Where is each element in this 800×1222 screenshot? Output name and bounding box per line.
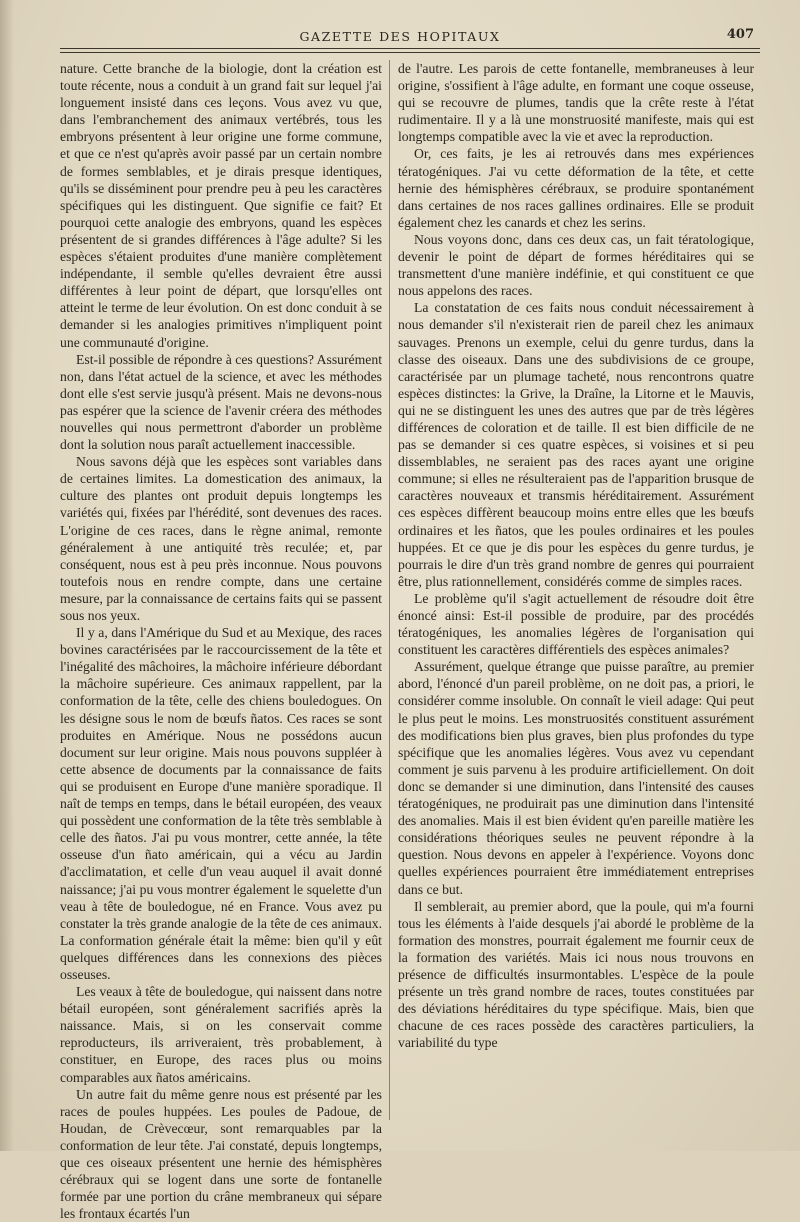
column-divider <box>389 60 390 1120</box>
text-column-right <box>398 60 754 1140</box>
binding-shadow <box>0 0 14 1151</box>
paragraph: Nous voyons donc, dans ces deux cas, un fait tératologique, devenir le point de départ de formes héréditaires qui se transmettent d'une manière indéfinie, et qui constituent ce que nous appelons des races. <box>398 231 754 299</box>
paragraph: Le problème qu'il s'agit actuellement de résoudre doit être énoncé ainsi: Est-il possible de produire, par des procédés tératogéniques, les anomalies légères de l'organisation qui constituent les caractères différentiels des espèces animales? <box>398 590 754 658</box>
paragraph: de l'autre. Les parois de cette fontanelle, membraneuses à leur origine, s'ossifient à l'âge adulte, en formant une coque osseuse, qui se recouvre de plumes, tandis que la crête reste à l'état rudimentaire. Il y a là une monstruosité manifeste, mais qui est longtemps compatible avec la vie et avec la reproduction. <box>398 61 754 145</box>
paragraph: Or, ces faits, je les ai retrouvés dans mes expériences tératogéniques. J'ai vu cette déformation de la tête, et cette hernie des hémisphères cérébraux, se produire spontanément dans certaines de nos races gallines ordinaires. Elle se produit également chez les canards et chez les serins. <box>398 146 754 230</box>
page-number: 407 <box>726 27 754 42</box>
paragraph: Les veaux à tête de bouledogue, qui naissent dans notre bétail européen, sont généralement sacrifiés après la naissance. Mais, si on les conservait comme reproducteurs, ils arriveraient, très probablement, à constituer, en Europe, des races plus ou moins comparables aux ñatos américains. <box>60 984 382 1085</box>
paragraph: Assurément, quelque étrange que puisse paraître, au premier abord, l'énoncé d'un pareil problème, on ne doit pas, a priori, le considérer comme insoluble. On connaît le vieil adage: Qui peut le plus peut le moins. Les monstruosités constituent assurément des modifications bien plus graves, bien plus profondes du type spécifique que les anomalies légères. Vous avez vu cependant comment je suis parvenu à les produire artificiellement. On doit donc se demander si une diminution, dans l'intensité des causes tératogéniques, ne produirait pas une diminution dans l'intensité des anomalies. Mais il est bien évident qu'en pareille matière les considérations théoriques seules ne peuvent répondre à la question. Nous devons en appeler à l'expérience. Voyons donc quelles expériences pourraient être immédiatement entreprises dans ce but. <box>398 659 754 897</box>
paragraph: Il y a, dans l'Amérique du Sud et au Mexique, des races bovines caractérisées par le raccourcissement de la tête et l'inégalité des mâchoires, la mâchoire inférieure débordant la mâchoire supérieure. Ces animaux rappellent, par la conformation de la tête, celle des chiens bouledogues. On les désigne sous le nom de bœufs ñatos. Ces races se sont produites en Amérique. Nous ne possédons aucun document sur leur origine. Mais nous pouvons suppléer à cette absence de documents par la connaissance de faits qui se produisent en Europe d'une manière sporadique. Il naît de temps en temps, dans le bétail européen, des veaux qui possèdent une conformation de la tête très semblable à celle des ñatos. J'ai pu vous montrer, cette année, la tête osseuse d'un ñato américain, qui a vécu au Jardin d'acclimatation, et celle d'un veau auquel il avait donné naissance; j'ai pu vous montrer également le squelette d'un veau à tête de bouledogue, né en France. Vous avez pu constater la très grande analogie de la tête de ces animaux. La conformation générale était la même: bien qu'il y eût quelques différences dans les connexions des pièces osseuses. <box>60 625 382 982</box>
paragraph: nature. Cette branche de la biologie, dont la création est toute récente, nous a conduit à un grand fait sur lequel j'ai longuement insisté dans ces leçons. Vous avez vu que, dans l'embranchement des animaux vertébrés, tous les embryons présentent à leur origine une forme commune, et que ce n'est qu'après avoir passé par un certain nombre de formes semblables, et je dirais presque identiques, qu'ils se disséminent pour prendre peu à peu les caractères spécifiques qui les distinguent. Que signifie ce fait? Et pourquoi cette analogie des embryons, quand les espèces présentent de si grandes différences à l'âge adulte? Si les espèces s'étaient produites d'une manière complètement indépendante, il semble qu'elles devraient être aussi différentes à leur point de départ, que lorsqu'elles ont atteint le terme de leur évolution. On est donc conduit à se demander si les analogies primitives n'impliquent point une communauté d'origine. <box>60 61 382 350</box>
paragraph: Il semblerait, au premier abord, que la poule, qui m'a fourni tous les éléments à l'aide desquels j'ai abordé le problème de la formation des monstres, pourrait également me fournir ceux de la formation des variétés. Mais ici nous nous trouvons en présence de difficultés insurmontables. L'espèce de la poule présente un très grand nombre de races, toutes constituées par des déviations héréditaires du type spécifique. Mais, bien que chacune de ces races possède des caractères particuliers, la variabilité du type <box>398 898 754 1051</box>
paragraph: Est-il possible de répondre à ces questions? Assurément non, dans l'état actuel de la science, et avec les méthodes dont elle s'est servie jusqu'à présent. Mais ne devons-nous pas espérer que la science de l'avenir créera des méthodes nouvelles qui nous permettront d'aborder un problème dont la solution nous paraît actuellement inaccessible. <box>60 351 382 453</box>
running-title: GAZETTE DES HOPITAUX <box>299 29 501 44</box>
paragraph: La constatation de ces faits nous conduit nécessairement à nous demander s'il n'existerait rien de pareil chez les animaux sauvages. Prenons un exemple, celui du genre turdus, dans la classe des oiseaux. Dans une des subdivisions de ce groupe, caractérisée par un plumage tacheté, nous rencontrons quatre espèces distinctes: la Grive, la Draîne, la Litorne et le Mauvis, qui ne se distinguent les unes des autres que par de très légères différences de coloration et de taille. Il est bien difficile de ne pas se demander si ces quatre espèces, si voisines et si peu dissemblables, ne seraient pas des races ayant une origine commune; si elles ne résulteraient pas de l'apparition brusque de caractères nouveaux et transmis héréditairement. Assurément ces espèces diffèrent beaucoup moins entre elles que les bœufs ordinaires et les ñatos, que les poules ordinaires et les poules huppées. Et ce que je dis pour les espèces du genre turdus, je pourrais le dire d'un très grand nombre de genres qui pourraient être, plus rationnellement, considérés comme de simples races. <box>398 300 754 589</box>
text-column-left <box>60 60 382 1222</box>
header-rule <box>60 48 760 53</box>
paragraph: Nous savons déjà que les espèces sont variables dans de certaines limites. La domestication des animaux, la culture des plantes ont produit depuis longtemps les variétés qui, fixées par l'hérédité, sont devenues des races. L'origine de ces races, dans le règne animal, remonte généralement à une antiquité très reculée; et, par conséquent, nous est à peu près inconnue. Nous pouvons toutefois nous en rendre compte, dans une certaine mesure, par la connaissance de certains faits qui se passent sous nos yeux. <box>60 454 382 623</box>
paragraph: Un autre fait du même genre nous est présenté par les races de poules huppées. Les poules de Padoue, de Houdan, de Crèvecœur, sont remarquables par la conformation de leur tête. J'ai constaté, depuis longtemps, que ces oiseaux présentent une hernie des hémisphères cérébraux qui se logent dans une sorte de fontanelle formée par une portion du crâne membraneux qui sépare les frontaux écartés l'un <box>60 1086 382 1222</box>
page-header <box>0 26 800 48</box>
